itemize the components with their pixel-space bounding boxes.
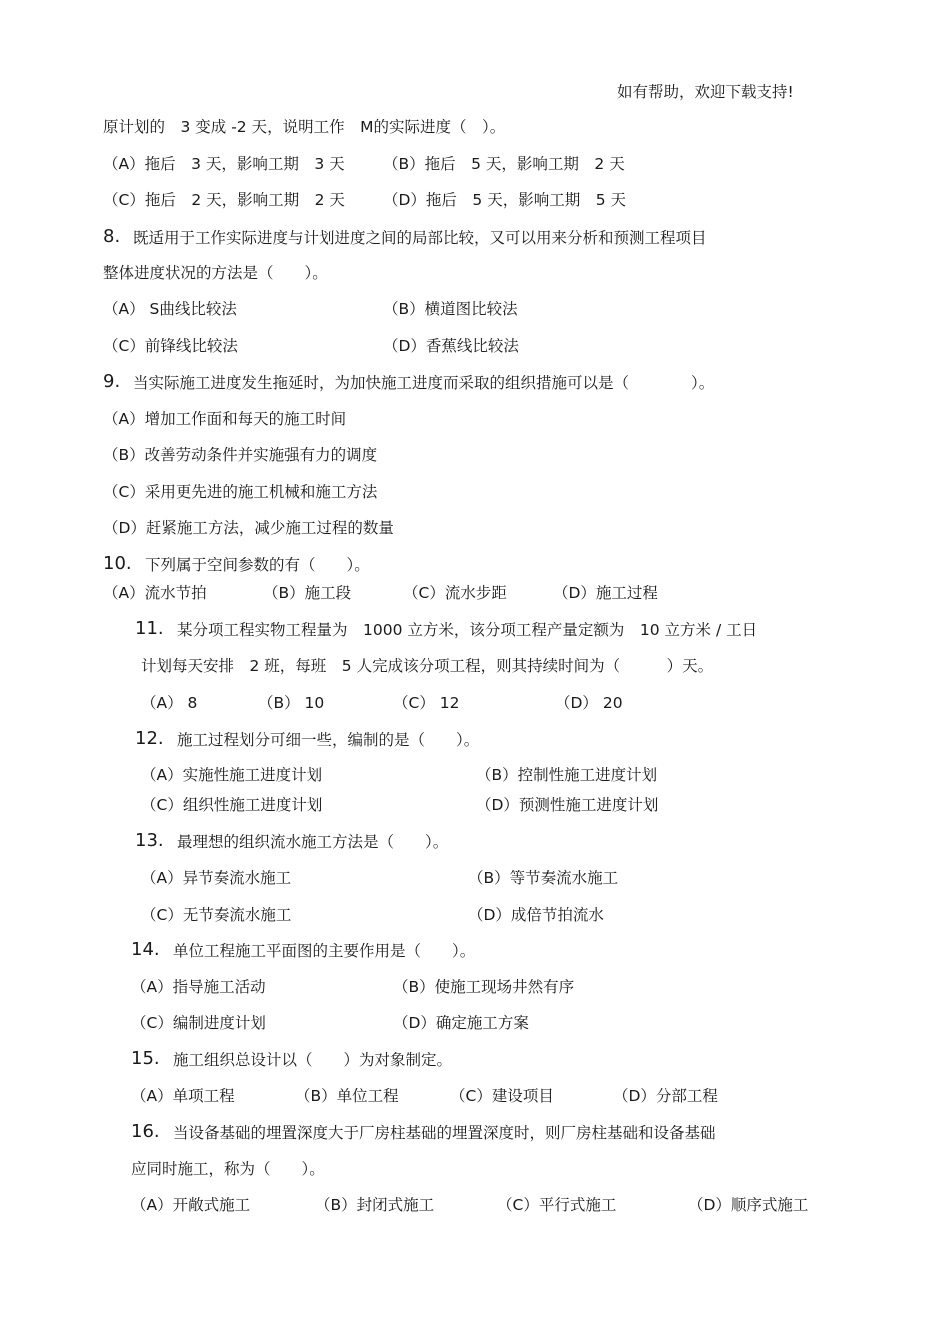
q8-option-d: （D）香蕉线比较法 [383, 337, 519, 355]
q14-option-b: （B）使施工现场井然有序 [393, 978, 575, 996]
q13-number: 13. [135, 830, 164, 851]
q16-number: 16. [131, 1121, 160, 1142]
q12-option-b: （B）控制性施工进度计划 [476, 766, 658, 784]
q15-option-a: （A）单项工程 [131, 1087, 235, 1105]
q15-option-b: （B）单位工程 [295, 1087, 399, 1105]
q16-text-line2: 应同时施工，称为（ ）。 [131, 1160, 325, 1178]
q16-option-c: （C）平行式施工 [497, 1196, 617, 1214]
q14-option-d: （D）确定施工方案 [393, 1014, 529, 1032]
q11-option-c: （C） 12 [393, 694, 460, 712]
q12-number: 12. [135, 728, 164, 749]
q11-option-a: （A） 8 [141, 694, 198, 712]
header-note: 如有帮助，欢迎下载支持! [617, 83, 794, 101]
q11-text-line2: 计划每天安排 2 班，每班 5 人完成该分项工程，则其持续时间为（ ）天。 [141, 657, 714, 675]
q9-option-c: （C）采用更先进的施工机械和施工方法 [103, 483, 378, 501]
q8-number: 8. [103, 226, 121, 247]
q11-text-line1: 某分项工程实物工程量为 1000 立方米，该分项工程产量定额为 10 立方米 / 工日 [177, 621, 758, 639]
q11-option-b: （B） 10 [258, 694, 325, 712]
q10-option-a: （A）流水节拍 [103, 584, 207, 602]
q8-option-a: （A） S曲线比较法 [103, 300, 237, 318]
q16-option-a: （A）开敞式施工 [131, 1196, 251, 1214]
q10-text: 下列属于空间参数的有（ ）。 [145, 556, 370, 574]
q9-option-d: （D）赶紧施工方法，减少施工过程的数量 [103, 519, 394, 537]
q16-option-d: （D）顺序式施工 [688, 1196, 809, 1214]
q8-option-c: （C）前锋线比较法 [103, 337, 238, 355]
q14-text: 单位工程施工平面图的主要作用是（ ）。 [173, 942, 476, 960]
q8-text-line1: 既适用于工作实际进度与计划进度之间的局部比较，又可以用来分析和预测工程项目 [133, 229, 707, 247]
q9-text: 当实际施工进度发生拖延时，为加快施工进度而采取的组织措施可以是（ ）。 [133, 374, 715, 392]
q15-number: 15. [131, 1048, 160, 1069]
q11-number: 11. [135, 618, 164, 639]
q12-option-c: （C）组织性施工进度计划 [141, 796, 323, 814]
q12-text: 施工过程划分可细一些，编制的是（ ）。 [177, 731, 480, 749]
q9-number: 9. [103, 371, 121, 392]
q12-option-d: （D）预测性施工进度计划 [476, 796, 659, 814]
q13-option-c: （C）无节奏流水施工 [141, 906, 292, 924]
q7-option-b: （B）拖后 5 天，影响工期 2 天 [383, 155, 625, 173]
q15-option-d: （D）分部工程 [613, 1087, 718, 1105]
q14-option-c: （C）编制进度计划 [131, 1014, 266, 1032]
q11-option-d: （D） 20 [555, 694, 623, 712]
q10-option-d: （D）施工过程 [553, 584, 658, 602]
q8-text-line2: 整体进度状况的方法是（ ）。 [103, 264, 328, 282]
q15-option-c: （C）建设项目 [450, 1087, 554, 1105]
q14-number: 14. [131, 939, 160, 960]
q13-option-a: （A）异节奏流水施工 [141, 869, 292, 887]
q14-option-a: （A）指导施工活动 [131, 978, 266, 996]
q7-continuation: 原计划的 3 变成 -2 天，说明工作 M的实际进度（ ）。 [103, 118, 506, 136]
q13-option-b: （B）等节奏流水施工 [468, 869, 619, 887]
q10-option-b: （B）施工段 [263, 584, 352, 602]
q12-option-a: （A）实施性施工进度计划 [141, 766, 323, 784]
q7-option-d: （D）拖后 5 天，影响工期 5 天 [383, 191, 627, 209]
q8-option-b: （B）横道图比较法 [383, 300, 518, 318]
q13-text: 最理想的组织流水施工方法是（ ）。 [177, 833, 449, 851]
q16-text-line1: 当设备基础的埋置深度大于厂房柱基础的埋置深度时，则厂房柱基础和设备基础 [173, 1124, 716, 1142]
q9-option-a: （A）增加工作面和每天的施工时间 [103, 410, 347, 428]
q13-option-d: （D）成倍节拍流水 [468, 906, 604, 924]
q9-option-b: （B）改善劳动条件并实施强有力的调度 [103, 446, 378, 464]
q10-number: 10. [103, 553, 132, 574]
q16-option-b: （B）封闭式施工 [315, 1196, 435, 1214]
q7-option-a: （A）拖后 3 天，影响工期 3 天 [103, 155, 345, 173]
q7-option-c: （C）拖后 2 天，影响工期 2 天 [103, 191, 345, 209]
q15-text: 施工组织总设计以（ ）为对象制定。 [173, 1051, 453, 1069]
q10-option-c: （C）流水步距 [403, 584, 507, 602]
